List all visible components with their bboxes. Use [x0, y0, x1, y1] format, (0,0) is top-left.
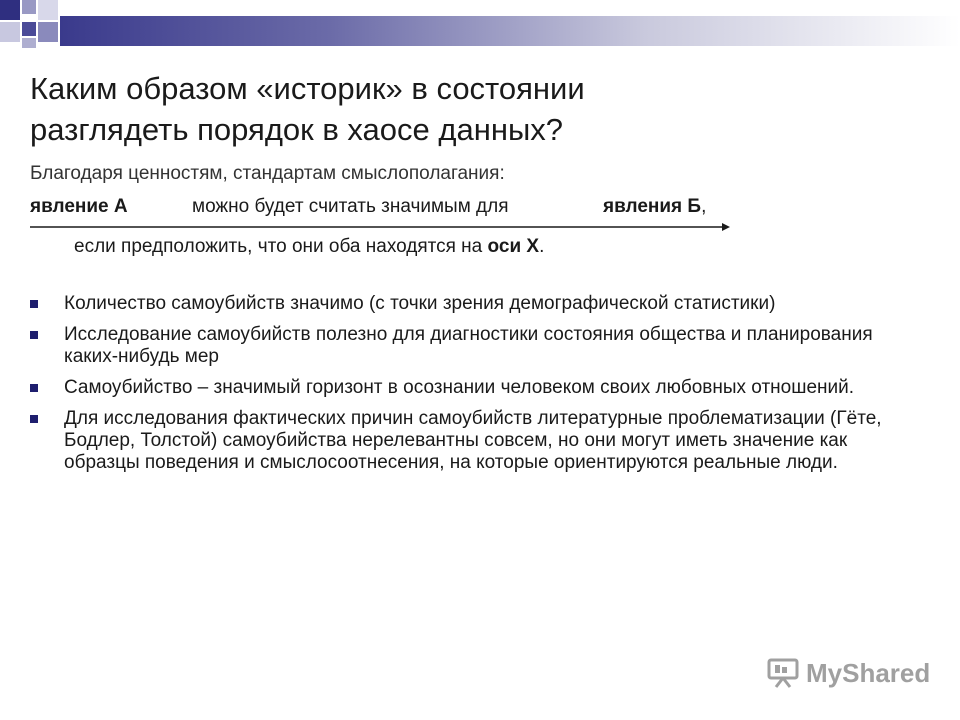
axis-statement: если предположить, что они оба находятся на оси Х.	[74, 236, 545, 257]
slide-title	[30, 68, 910, 150]
bullet-square-icon	[30, 300, 38, 308]
phenomenon-b: явления Б,	[603, 196, 707, 217]
decor-square	[22, 22, 36, 36]
middle-text: можно будет считать значимым для	[192, 196, 509, 217]
presentation-board-icon	[766, 657, 800, 689]
watermark-text: MyShared	[806, 657, 931, 688]
header-decoration	[0, 0, 960, 48]
list-item: Самоубийство – значимый горизонт в осознании человеком своих любовных отношений.	[30, 377, 910, 399]
subtitle: Благодаря ценностям, стандартам смыслополагания:	[30, 163, 505, 184]
decor-square	[22, 0, 36, 14]
phenomenon-a: явление А	[30, 196, 128, 217]
title-line: Каким образом «историк» в состоянии	[30, 71, 585, 106]
decor-square	[0, 22, 20, 42]
list-item: Количество самоубийств значимо (с точки зрения демографической статистики)	[30, 293, 910, 315]
decor-square	[0, 0, 20, 20]
title-line: разглядеть порядок в хаосе данных?	[30, 112, 563, 147]
bullet-square-icon	[30, 415, 38, 423]
watermark	[766, 656, 930, 690]
list-item: Для исследования фактических причин самоубийств литературные проблематизации (Гёте, Бодлер, Толстой) самоубийства нерелевантны совсем, но они могут иметь значение как образцы поведения и смыслосоотнесения, на которые ориентируются реальные люди.	[30, 408, 910, 474]
bullet-square-icon	[30, 384, 38, 392]
axis-arrow	[30, 221, 730, 233]
list-item: Исследование самоубийств полезно для диагностики состояния общества и планирования каких-нибудь мер	[30, 324, 910, 368]
decor-square	[38, 0, 58, 20]
bullet-square-icon	[30, 331, 38, 339]
bullet-list	[30, 293, 910, 483]
header-gradient-bar	[60, 16, 960, 46]
decor-square	[22, 38, 36, 48]
decor-square	[38, 22, 58, 42]
